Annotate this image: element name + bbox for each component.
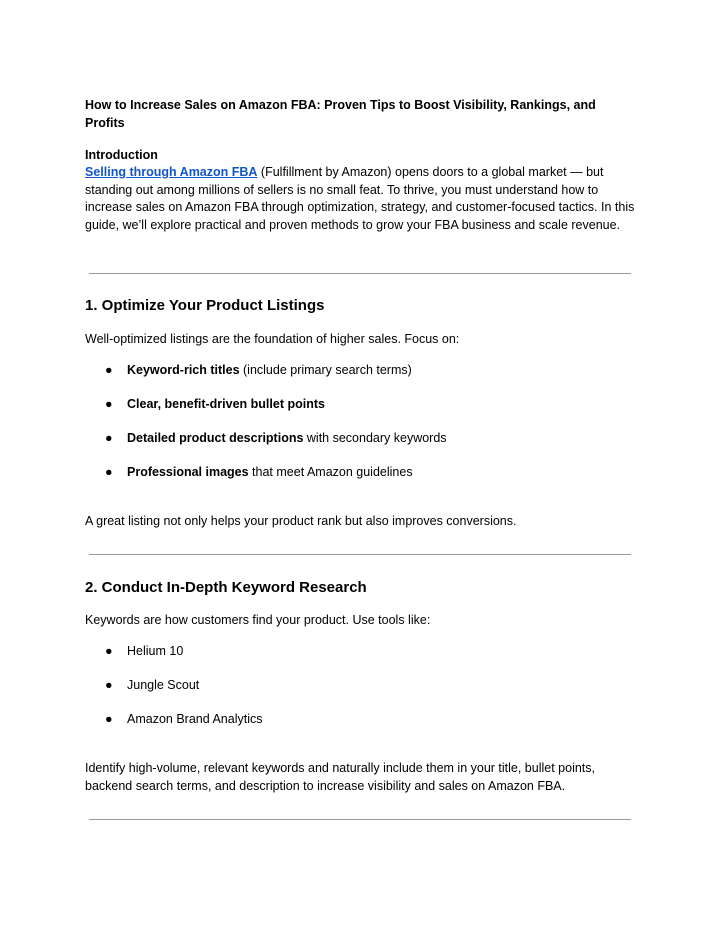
divider-2 [89, 554, 631, 555]
bullet-dot-icon: ● [105, 397, 113, 411]
intro-paragraph [85, 164, 637, 234]
section2-heading: 2. Conduct In-Depth Keyword Research [85, 579, 367, 596]
bullet-text: Amazon Brand Analytics [127, 712, 263, 726]
intro-heading: Introduction [85, 148, 158, 162]
bullet-text: Jungle Scout [127, 678, 200, 692]
document-title: How to Increase Sales on Amazon FBA: Proven Tips to Boost Visibility, Rankings, and Profits [85, 98, 596, 130]
selling-through-fba-link[interactable]: Selling through Amazon FBA [85, 165, 258, 179]
bullet-bold-text: Professional images [127, 465, 249, 479]
bullet-bold-text: Detailed product descriptions [127, 431, 304, 445]
section1-lead: Well-optimized listings are the foundation of higher sales. Focus on: [85, 332, 460, 346]
bullet-text: Helium 10 [127, 644, 184, 658]
bullet-text: (include primary search terms) [239, 363, 412, 377]
bullet-dot-icon: ● [105, 465, 113, 479]
bullet-text: with secondary keywords [303, 431, 447, 445]
bullet-dot-icon: ● [105, 678, 113, 692]
divider-3 [89, 819, 631, 820]
bullet-bold-text: Keyword-rich titles [127, 363, 240, 377]
bullet-dot-icon: ● [105, 644, 113, 658]
bullet-bold-text: Clear, benefit-driven bullet points [127, 397, 325, 411]
section2-lead: Keywords are how customers find your product. Use tools like: [85, 613, 431, 627]
bullet-dot-icon: ● [105, 363, 113, 377]
section2-closing: Identify high-volume, relevant keywords and naturally include them in your title, bullet points, backend search terms, and description to increase visibility and sales on Amazon FBA. [85, 761, 595, 793]
bullet-dot-icon: ● [105, 431, 113, 445]
divider-1 [89, 273, 631, 274]
section1-closing: A great listing not only helps your product rank but also improves conversions. [85, 514, 517, 528]
bullet-text: that meet Amazon guidelines [248, 465, 413, 479]
intro-text: (Fulfillment by Amazon) opens doors to a global market — but standing out among millions of sellers is no small feat. To thrive, you must understand how to increase sales on Amazon FBA through optimization, strategy, and customer-focused tactics. In this guide, we’ll explore practical and proven methods to grow your FBA business and scale revenue. [85, 165, 635, 232]
section1-heading: 1. Optimize Your Product Listings [85, 297, 325, 314]
bullet-dot-icon: ● [105, 712, 113, 726]
